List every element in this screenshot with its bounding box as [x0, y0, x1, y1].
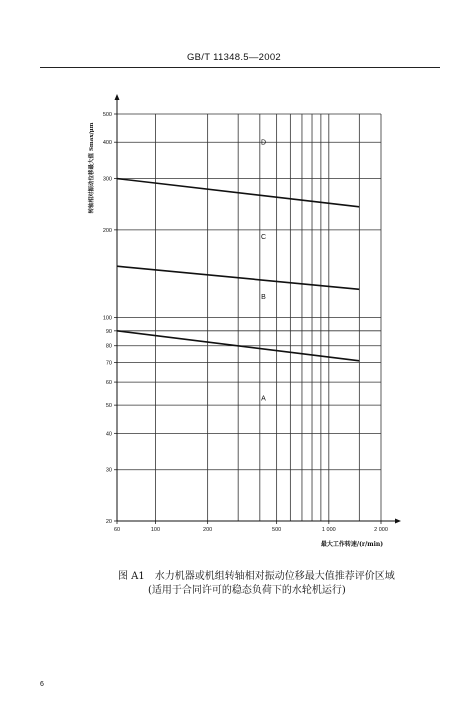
y-tick-label: 60 [105, 380, 112, 387]
y-tick-label: 70 [105, 360, 112, 367]
y-tick-label: 50 [105, 403, 112, 410]
x-axis-label: 最大工作转速/(r/min) [320, 541, 384, 548]
zone-label: D [260, 139, 267, 147]
y-tick-label: 80 [105, 343, 112, 350]
x-tick-label: 100 [150, 527, 161, 533]
x-tick-label: 1 000 [321, 527, 336, 533]
zone-label: C [260, 233, 267, 241]
y-tick-label: 30 [105, 467, 112, 474]
y-tick-label: 400 [102, 140, 112, 147]
y-tick-label: 100 [102, 315, 112, 322]
zone-label: B [261, 294, 266, 302]
x-tick-label: 2 000 [374, 527, 388, 533]
y-axis-label: 转轴相对振动位移最大值 Smax/μm [89, 122, 95, 214]
caption-sub: (适用于合同许可的稳态负荷下的水轮机运行) [148, 585, 346, 596]
figure-caption [118, 570, 458, 598]
y-tick-label: 300 [102, 176, 112, 183]
x-axis-arrow [395, 519, 401, 524]
y-tick-label: 500 [102, 112, 112, 118]
caption-main: 图 A1 水力机器或机组转轴相对振动位移最大值推荐评价区域 [118, 571, 395, 582]
x-tick-label: 500 [272, 527, 282, 533]
standard-number-header: GB/T 11348.5—2002 [186, 52, 281, 63]
y-tick-label: 40 [105, 431, 112, 438]
y-axis-arrow [115, 94, 120, 100]
y-tick-label: 90 [105, 328, 112, 335]
x-tick-label: 60 [113, 527, 121, 533]
y-tick-label: 200 [102, 227, 112, 234]
zone-label: A [261, 395, 266, 403]
x-tick-label: 200 [203, 527, 213, 533]
page-number: 6 [40, 681, 44, 688]
y-tick-label: 20 [105, 519, 112, 525]
